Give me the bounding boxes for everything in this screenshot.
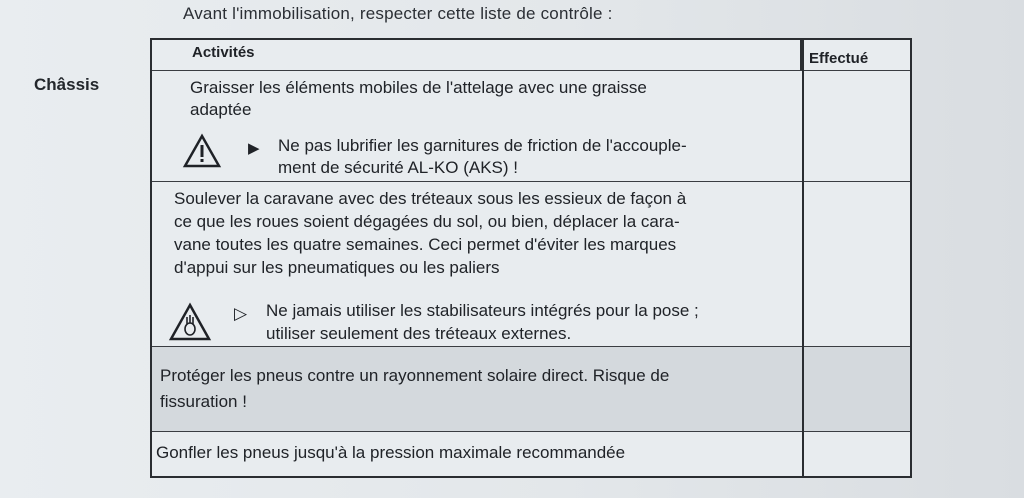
section-label-chassis: Châssis xyxy=(34,75,100,94)
row-text-line: adaptée xyxy=(190,100,252,119)
table-row xyxy=(152,71,910,181)
arrow-bullet-icon: ▶ xyxy=(248,140,260,157)
intro-text: Avant l'immobilisation, respecter cette liste de contrôle : xyxy=(183,4,613,23)
row-text-line: vane toutes les quatre semaines. Ceci permet d'éviter les marques xyxy=(174,235,677,254)
warning-triangle-icon xyxy=(182,133,222,169)
warning-text-line: ment de sécurité AL-KO (AKS) ! xyxy=(278,158,518,177)
done-checkbox-cell[interactable] xyxy=(804,347,910,431)
column-header-done: Effectué xyxy=(809,50,869,67)
checklist-table xyxy=(150,38,912,478)
arrow-outline-bullet-icon: ▷ xyxy=(234,304,248,323)
row-text-line: Graisser les éléments mobiles de l'attelage avec une graisse xyxy=(190,78,647,97)
table-header xyxy=(152,40,910,70)
row-text-line: Gonfler les pneus jusqu'à la pression maximale recommandée xyxy=(156,443,626,462)
hand-warning-icon xyxy=(168,302,212,342)
warning-text-line: Ne pas lubrifier les garnitures de friction de l'accouple- xyxy=(278,136,687,155)
done-checkbox-cell[interactable] xyxy=(804,182,910,346)
table-row xyxy=(152,347,910,431)
row-text-line: d'appui sur les pneumatiques ou les paliers xyxy=(174,258,500,277)
row-text-line: ce que les roues soient dégagées du sol, ou bien, déplacer la cara- xyxy=(174,212,680,231)
row-text-line: Soulever la caravane avec des tréteaux sous les essieux de façon à xyxy=(174,189,687,208)
row-text-line: Protéger les pneus contre un rayonnement solaire direct. Risque de xyxy=(160,366,670,385)
table-row xyxy=(152,182,910,346)
done-checkbox-cell[interactable] xyxy=(804,432,910,476)
column-header-activities: Activités xyxy=(192,44,255,61)
done-checkbox-cell[interactable] xyxy=(804,71,910,181)
warning-text-line: utiliser seulement des tréteaux externes. xyxy=(266,324,572,343)
row-text-line: fissuration ! xyxy=(160,392,247,411)
warning-text-line: Ne jamais utiliser les stabilisateurs intégrés pour la pose ; xyxy=(266,301,699,320)
table-row xyxy=(152,432,910,476)
